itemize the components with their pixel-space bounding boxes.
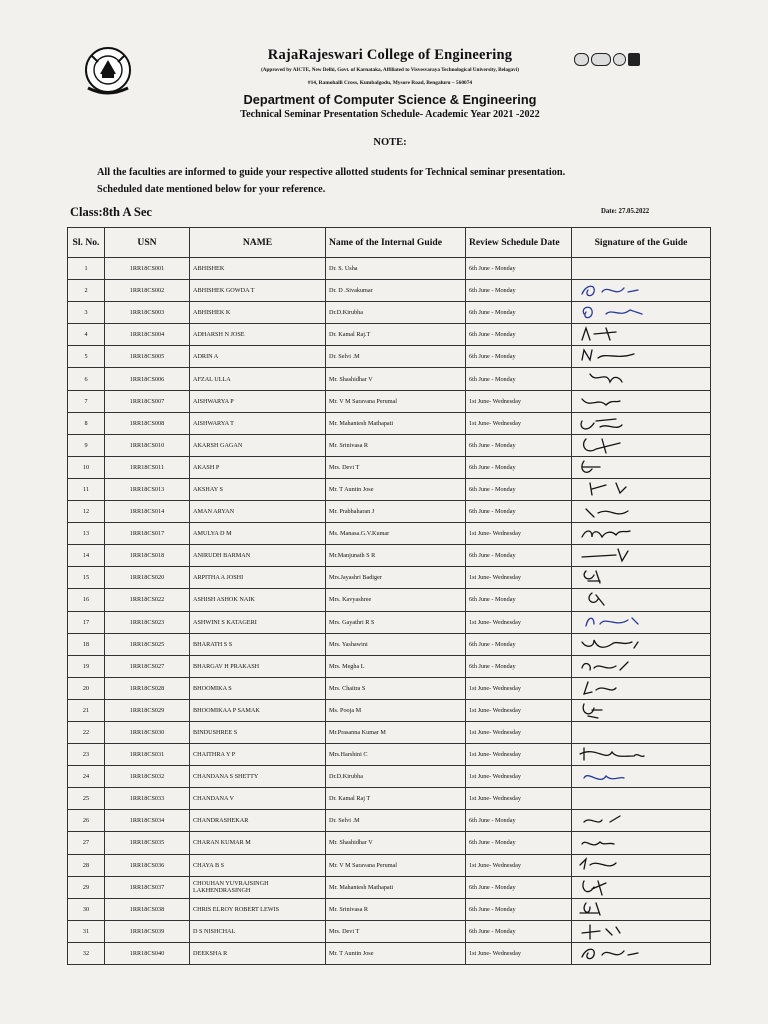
row-guide-signature [572,324,711,346]
approval-line: (Approved by AICTE, New Delhi, Govt. of Karnataka, Affiliated to Visvesvaraya Technological University, Belagavi) [261,67,519,73]
table-row [68,324,711,346]
row-usn: 1RR18CS040 [105,942,190,964]
table-row [68,258,711,280]
handwritten-signature-icon [576,479,696,500]
row-student-name: BINDUSHREE S [190,721,326,743]
table-row [68,302,711,324]
row-student-name: AKSHAY S [190,478,326,500]
row-internal-guide: Mrs. Megha L [326,655,466,677]
row-sl-no: 18 [68,633,105,655]
row-review-date: 1st June- Wednesday [466,744,572,766]
row-usn: 1RR18CS033 [105,788,190,810]
row-usn: 1RR18CS005 [105,346,190,368]
table-row [68,633,711,655]
row-student-name: AISHWARYA T [190,412,326,434]
row-review-date: 6th June - Monday [466,501,572,523]
table-row [68,456,711,478]
row-guide-signature [572,302,711,324]
table-row [68,478,711,500]
row-internal-guide: Mrs. Gayathri R S [326,611,466,633]
schedule-title: Technical Seminar Presentation Schedule- Academic Year 2021 -2022 [240,109,540,120]
row-guide-signature [572,434,711,456]
table-row [68,920,711,942]
row-guide-signature [572,523,711,545]
row-sl-no: 26 [68,810,105,832]
row-usn: 1RR18CS035 [105,832,190,854]
handwritten-signature-icon [576,943,696,964]
row-guide-signature [572,677,711,699]
row-internal-guide: Ms. Pooja M [326,699,466,721]
row-usn: 1RR18CS011 [105,456,190,478]
row-review-date: 1st June- Wednesday [466,699,572,721]
row-usn: 1RR18CS039 [105,920,190,942]
handwritten-signature-icon [576,700,696,721]
row-student-name: AISHWARYA P [190,390,326,412]
row-student-name: AFZAL ULLA [190,368,326,390]
row-review-date: 6th June - Monday [466,456,572,478]
department-title: Department of Computer Science & Engineering [243,92,537,107]
row-guide-signature [572,633,711,655]
row-internal-guide: Dr. Kamal Raj T [326,788,466,810]
table-body [68,258,711,965]
row-usn: 1RR18CS003 [105,302,190,324]
row-student-name: CHANDRASHEKAR [190,810,326,832]
row-internal-guide: Mrs. Yashawini [326,633,466,655]
row-internal-guide: Mrs. Devi T [326,920,466,942]
row-review-date: 6th June - Monday [466,545,572,567]
row-sl-no: 3 [68,302,105,324]
notice-line-2: Scheduled date mentioned below for your reference. [97,184,326,195]
handwritten-signature-icon [576,501,696,522]
row-sl-no: 32 [68,942,105,964]
row-guide-signature [572,412,711,434]
row-sl-no: 31 [68,920,105,942]
row-student-name: CHOUHAN YUVRAJSINGH LAKHENDRASINGH [190,876,326,898]
row-usn: 1RR18CS031 [105,744,190,766]
row-sl-no: 28 [68,854,105,876]
row-sl-no: 23 [68,744,105,766]
handwritten-signature-icon [576,346,696,367]
row-review-date: 1st June- Wednesday [466,677,572,699]
row-review-date: 1st June- Wednesday [466,721,572,743]
row-internal-guide: Dr. D .Sivakumar [326,280,466,302]
row-student-name: ASHISH ASHOK NAIK [190,589,326,611]
row-review-date: 6th June - Monday [466,876,572,898]
table-header-row [68,228,711,258]
handwritten-signature-icon [576,523,696,544]
handwritten-signature-icon [576,435,696,456]
row-internal-guide: Mr. T Auntin Jose [326,942,466,964]
table-row [68,677,711,699]
row-student-name: BHOOMIKAA P SAMAK [190,699,326,721]
row-student-name: BHOOMIKA S [190,677,326,699]
row-internal-guide: Mr. V M Saravana Perumal [326,390,466,412]
row-internal-guide: Mr. Mahantesh Mathapati [326,412,466,434]
document-date: Date: 27.05.2022 [601,208,650,215]
row-usn: 1RR18CS020 [105,567,190,589]
row-sl-no: 10 [68,456,105,478]
college-name: RajaRajeswari College of Engineering [267,47,513,63]
row-review-date: 6th June - Monday [466,368,572,390]
notice-line-1: All the faculties are informed to guide your respective allotted students for Technical seminar presentation. [97,167,566,178]
table-row [68,589,711,611]
row-guide-signature [572,898,711,920]
row-usn: 1RR18CS036 [105,854,190,876]
row-sl-no: 20 [68,677,105,699]
handwritten-signature-icon [576,457,696,478]
handwritten-signature-icon [576,678,696,699]
row-student-name: CHANDANA V [190,788,326,810]
row-student-name: CHAITHRA Y P [190,744,326,766]
row-student-name: AKASH P [190,456,326,478]
row-usn: 1RR18CS004 [105,324,190,346]
row-guide-signature [572,258,711,280]
row-student-name: ARPITHA A JOSHI [190,567,326,589]
handwritten-signature-icon [576,302,696,323]
row-student-name: D S NISHCHAL [190,920,326,942]
handwritten-signature-icon [576,877,696,898]
row-sl-no: 22 [68,721,105,743]
header-sl-no: Sl. No. [68,228,105,258]
handwritten-signature-icon [576,391,696,412]
row-review-date: 6th June - Monday [466,324,572,346]
handwritten-signature-icon [576,832,696,853]
handwritten-signature-icon [576,280,696,301]
row-student-name: BHARGAV H PRAKASH [190,655,326,677]
row-usn: 1RR18CS022 [105,589,190,611]
handwritten-signature-icon [576,368,696,389]
table-row [68,810,711,832]
row-usn: 1RR18CS014 [105,501,190,523]
row-guide-signature [572,788,711,810]
row-guide-signature [572,611,711,633]
row-usn: 1RR18CS023 [105,611,190,633]
table-row [68,611,711,633]
row-student-name: ANIRUDH BARMAN [190,545,326,567]
row-internal-guide: Mr. V M Saravana Perumal [326,854,466,876]
row-review-date: 1st June- Wednesday [466,611,572,633]
college-address: #14, Ramohalli Cross, Kumbalgodu, Mysore Road, Bengaluru – 560074 [307,80,473,86]
row-internal-guide: Mr.Manjunath S R [326,545,466,567]
table-row [68,368,711,390]
table-row [68,854,711,876]
row-student-name: ABHISHEK GOWDA T [190,280,326,302]
row-guide-signature [572,567,711,589]
row-internal-guide: Mr. Srinivasa R [326,434,466,456]
row-review-date: 6th June - Monday [466,478,572,500]
row-guide-signature [572,942,711,964]
row-student-name: AMAN ARYAN [190,501,326,523]
row-internal-guide: Mr. Shashidhar V [326,368,466,390]
row-student-name: CHRIS ELROY ROBERT LEWIS [190,898,326,920]
row-review-date: 1st June- Wednesday [466,788,572,810]
table-row [68,699,711,721]
row-student-name: BHARATH S S [190,633,326,655]
handwritten-signature-icon [576,567,696,588]
row-internal-guide: Mrs. Devi T [326,456,466,478]
row-guide-signature [572,744,711,766]
table-row [68,898,711,920]
row-usn: 1RR18CS025 [105,633,190,655]
notice-message [97,164,737,198]
row-sl-no: 9 [68,434,105,456]
handwritten-signature-icon [576,545,696,566]
row-sl-no: 29 [68,876,105,898]
row-sl-no: 27 [68,832,105,854]
handwritten-signature-icon [576,810,696,831]
row-review-date: 6th June - Monday [466,280,572,302]
handwritten-signature-icon [576,921,696,942]
row-sl-no: 25 [68,788,105,810]
row-guide-signature [572,545,711,567]
row-guide-signature [572,456,711,478]
row-internal-guide: Dr.D.Kirubha [326,766,466,788]
table-row [68,280,711,302]
row-sl-no: 24 [68,766,105,788]
row-sl-no: 17 [68,611,105,633]
row-guide-signature [572,589,711,611]
table-row [68,876,711,898]
row-usn: 1RR18CS002 [105,280,190,302]
handwritten-signature-icon [576,766,696,787]
row-internal-guide: Dr. Selvi .M [326,346,466,368]
table-row [68,942,711,964]
handwritten-signature-icon [576,634,696,655]
row-guide-signature [572,368,711,390]
note-heading: NOTE: [373,137,407,148]
row-student-name: ADHARSH N JOSE [190,324,326,346]
row-review-date: 6th June - Monday [466,346,572,368]
header-signature: Signature of the Guide [572,228,711,258]
row-review-date: 6th June - Monday [466,832,572,854]
row-internal-guide: Ms. Manasa.G.V.Kumar [326,523,466,545]
row-student-name: CHANDANA S SHETTY [190,766,326,788]
row-usn: 1RR18CS018 [105,545,190,567]
row-internal-guide: Mr. T Auntin Jose [326,478,466,500]
row-usn: 1RR18CS029 [105,699,190,721]
row-sl-no: 8 [68,412,105,434]
row-student-name: ABHISHEK K [190,302,326,324]
row-review-date: 6th June - Monday [466,810,572,832]
row-review-date: 6th June - Monday [466,258,572,280]
row-review-date: 1st June- Wednesday [466,390,572,412]
row-usn: 1RR18CS034 [105,810,190,832]
header-review-date: Review Schedule Date [466,228,572,258]
row-guide-signature [572,832,711,854]
row-review-date: 1st June- Wednesday [466,766,572,788]
row-student-name: AMULYA D M [190,523,326,545]
row-sl-no: 5 [68,346,105,368]
handwritten-signature-icon [576,589,696,610]
row-guide-signature [572,766,711,788]
row-usn: 1RR18CS028 [105,677,190,699]
row-review-date: 6th June - Monday [466,633,572,655]
row-review-date: 6th June - Monday [466,920,572,942]
row-guide-signature [572,390,711,412]
row-sl-no: 19 [68,655,105,677]
row-usn: 1RR18CS007 [105,390,190,412]
row-review-date: 1st June- Wednesday [466,942,572,964]
row-sl-no: 21 [68,699,105,721]
row-guide-signature [572,876,711,898]
row-internal-guide: Mr.Prasanna Kumar M [326,721,466,743]
row-sl-no: 15 [68,567,105,589]
row-review-date: 6th June - Monday [466,655,572,677]
table-row [68,501,711,523]
row-student-name: ABHISHEK [190,258,326,280]
row-internal-guide: Mrs. Chaitra S [326,677,466,699]
row-internal-guide: Dr. Selvi .M [326,810,466,832]
table-row [68,412,711,434]
row-review-date: 6th June - Monday [466,898,572,920]
row-internal-guide: Mr. Shashidhar V [326,832,466,854]
row-usn: 1RR18CS013 [105,478,190,500]
header-name: NAME [190,228,326,258]
row-guide-signature [572,280,711,302]
row-review-date: 1st June- Wednesday [466,523,572,545]
row-internal-guide: Dr. Kamal Raj.T [326,324,466,346]
handwritten-signature-icon [576,612,696,633]
handwritten-signature-icon [576,413,696,434]
table-row [68,346,711,368]
table-row [68,744,711,766]
table-row [68,567,711,589]
row-usn: 1RR18CS001 [105,258,190,280]
handwritten-signature-icon [576,744,696,765]
row-guide-signature [572,721,711,743]
row-sl-no: 1 [68,258,105,280]
row-internal-guide: Mr. Srinivasa R [326,898,466,920]
row-sl-no: 12 [68,501,105,523]
table-row [68,545,711,567]
row-guide-signature [572,854,711,876]
row-internal-guide: Mr. Prabhaharan J [326,501,466,523]
row-sl-no: 2 [68,280,105,302]
table-row [68,655,711,677]
handwritten-signature-icon [576,656,696,677]
row-usn: 1RR18CS008 [105,412,190,434]
row-internal-guide: Mrs. Kavyashree [326,589,466,611]
row-internal-guide: Dr.D.Kirubha [326,302,466,324]
row-guide-signature [572,478,711,500]
row-usn: 1RR18CS006 [105,368,190,390]
row-student-name: ASHWINI S KATAGERI [190,611,326,633]
row-usn: 1RR18CS027 [105,655,190,677]
row-student-name: CHARAN KUMAR M [190,832,326,854]
row-usn: 1RR18CS017 [105,523,190,545]
row-guide-signature [572,346,711,368]
handwritten-signature-icon [576,899,696,920]
row-review-date: 1st June- Wednesday [466,567,572,589]
row-guide-signature [572,655,711,677]
class-label: Class:8th A Sec [70,205,152,219]
row-student-name: CHAYA B S [190,854,326,876]
row-sl-no: 7 [68,390,105,412]
handwritten-signature-icon [576,855,696,876]
row-internal-guide: Dr. S. Usha [326,258,466,280]
row-sl-no: 13 [68,523,105,545]
row-guide-signature [572,699,711,721]
row-sl-no: 6 [68,368,105,390]
row-usn: 1RR18CS010 [105,434,190,456]
row-usn: 1RR18CS032 [105,766,190,788]
table-row [68,434,711,456]
table-row [68,523,711,545]
row-review-date: 6th June - Monday [466,434,572,456]
table-row [68,390,711,412]
row-guide-signature [572,810,711,832]
row-usn: 1RR18CS030 [105,721,190,743]
seminar-schedule-table [67,227,711,965]
row-guide-signature [572,501,711,523]
row-review-date: 6th June - Monday [466,302,572,324]
row-sl-no: 4 [68,324,105,346]
row-internal-guide: Mr. Mahantesh Mathapati [326,876,466,898]
row-review-date: 1st June- Wednesday [466,412,572,434]
table-row [68,832,711,854]
table-row [68,766,711,788]
row-usn: 1RR18CS038 [105,898,190,920]
table-row [68,721,711,743]
row-internal-guide: Mrs.Jayashri Badiger [326,567,466,589]
row-usn: 1RR18CS037 [105,876,190,898]
row-review-date: 1st June- Wednesday [466,854,572,876]
row-review-date: 6th June - Monday [466,589,572,611]
row-internal-guide: Mrs.Harshini C [326,744,466,766]
row-student-name: ADRIN A [190,346,326,368]
row-sl-no: 30 [68,898,105,920]
handwritten-signature-icon [576,324,696,345]
row-sl-no: 14 [68,545,105,567]
header-internal-guide: Name of the Internal Guide [326,228,466,258]
header-usn: USN [105,228,190,258]
row-sl-no: 11 [68,478,105,500]
row-sl-no: 16 [68,589,105,611]
row-student-name: DEEKSHA R [190,942,326,964]
table-row [68,788,711,810]
row-guide-signature [572,920,711,942]
row-student-name: AKARSH GAGAN [190,434,326,456]
